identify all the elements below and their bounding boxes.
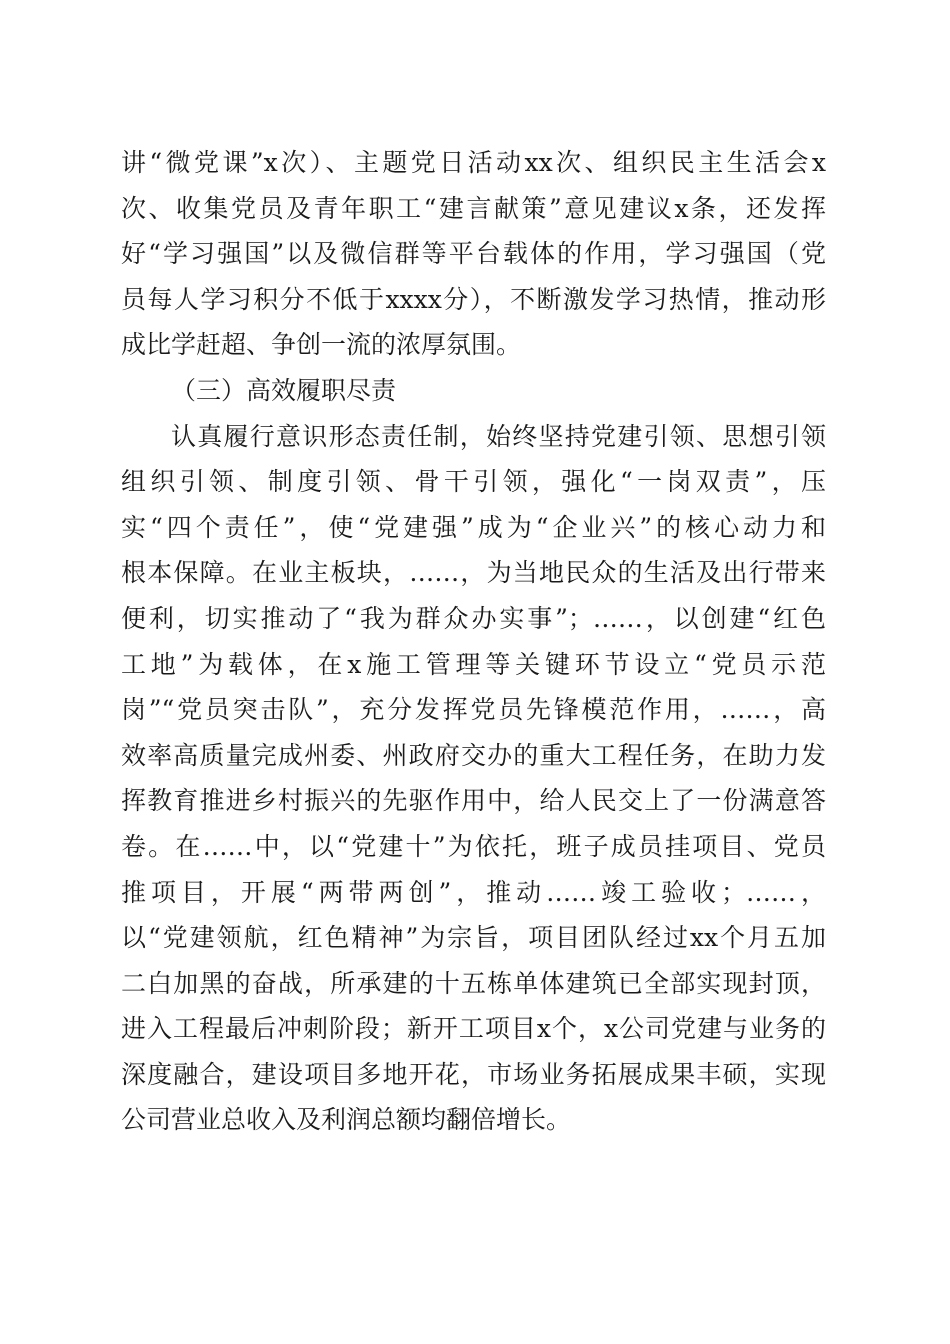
- text-line: 二白加黑的奋战，所承建的十五栋单体建筑已全部实现封顶，: [121, 968, 826, 998]
- text-line: 实“四个责任”，使“党建强”成为“企业兴”的核心动力和: [121, 512, 826, 542]
- text-line: 讲“微党课”x次）、主题党日活动xx次、组织民主生活会x: [121, 148, 826, 177]
- paragraph-1: [121, 140, 826, 368]
- text-line: 公司营业总收入及利润总额均翻倍增长。: [121, 1105, 572, 1135]
- text-line: 好“学习强国”以及微信群等平台载体的作用，学习强国（党: [121, 239, 826, 269]
- text-line: 岗”“党员突击队”，充分发挥党员先锋模范作用，……，高: [121, 695, 826, 725]
- text-line: 推项目，开展“两带两创”，推动……竣工验收；……，: [121, 877, 826, 907]
- text-line: 挥教育推进乡村振兴的先驱作用中，给人民交上了一份满意答: [121, 786, 826, 816]
- text-line: 效率高质量完成州委、州政府交办的重大工程任务，在助力发: [121, 740, 826, 770]
- text-line: 进入工程最后冲刺阶段；新开工项目x个，x公司党建与业务的: [121, 1014, 826, 1044]
- document-body: [121, 140, 826, 1143]
- text-line: 成比学赶超、争创一流的浓厚氛围。: [121, 330, 522, 360]
- text-line: 次、收集党员及青年职工“建言献策”意见建议x条，还发挥: [121, 193, 826, 223]
- text-line: 深度融合，建设项目多地开花，市场业务拓展成果丰硕，实现: [121, 1059, 826, 1089]
- text-line: 卷。在……中，以“党建十”为依托，班子成员挂项目、党员: [121, 831, 826, 861]
- text-line: 以“党建领航，红色精神”为宗旨，项目团队经过xx个月五加: [121, 923, 826, 953]
- paragraph-2: [121, 414, 826, 1144]
- text-line: 便利，切实推动了“我为群众办实事”；……，以创建“红色: [121, 603, 826, 633]
- text-line: 工地”为载体，在x施工管理等关键环节设立“党员示范: [121, 649, 826, 679]
- section-heading: （三）高效履职尽责: [171, 375, 397, 405]
- text-line: 员每人学习积分不低于xxxx分），不断激发学习热情，推动形: [121, 284, 826, 314]
- text-line: 根本保障。在业主板块，……，为当地民众的生活及出行带来: [121, 558, 826, 588]
- text-line: 认真履行意识形态责任制，始终坚持党建引领、思想引领: [171, 421, 826, 451]
- text-line: 组织引领、制度引领、骨干引领，强化“一岗双责”，压: [121, 467, 826, 497]
